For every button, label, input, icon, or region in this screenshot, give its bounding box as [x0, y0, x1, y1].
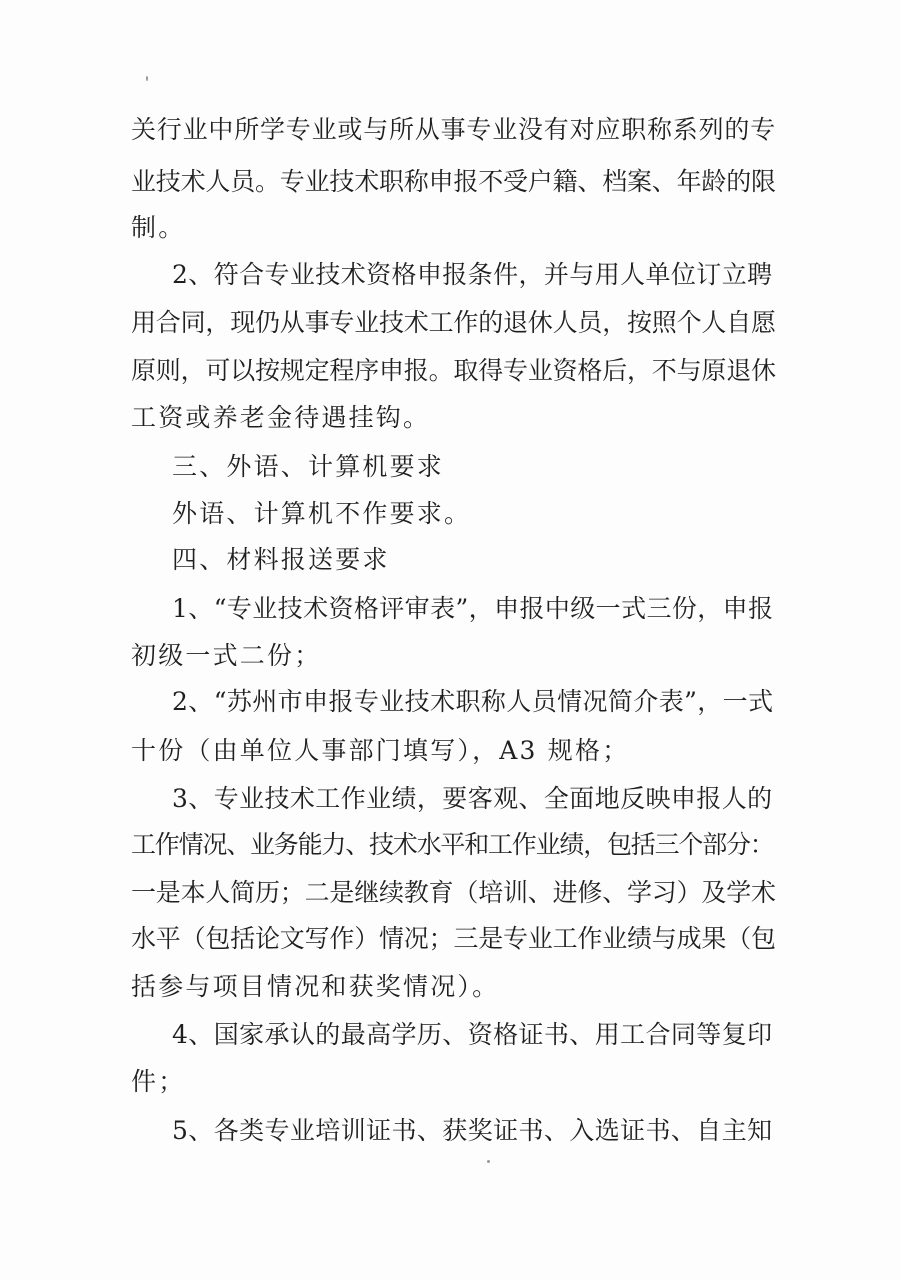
- text-line: 水平（包括论文写作）情况；三是专业工作业绩与成果（包: [131, 924, 776, 953]
- text-line: 工资或养老金待遇挂钩。: [131, 403, 431, 432]
- text-line: 外语、计算机不作要求。: [172, 499, 472, 528]
- text-line: 5、各类专业培训证书、获奖证书、入选证书、自主知: [172, 1116, 773, 1145]
- text-line: 件；: [131, 1067, 186, 1096]
- scan-speck: [487, 1160, 490, 1163]
- scan-speck: [146, 76, 148, 81]
- text-line: 括参与项目情况和获奖情况）。: [131, 972, 500, 1001]
- text-line: 3、专业技术工作业绩，要客观、全面地反映申报人的: [172, 784, 773, 813]
- text-line: 2、符合专业技术资格申报条件，并与用人单位订立聘: [172, 260, 773, 289]
- section-heading: 四、材料报送要求: [172, 545, 390, 574]
- text-line: 4、国家承认的最高学历、资格证书、用工合同等复印: [172, 1020, 773, 1049]
- section-heading: 三、外语、计算机要求: [172, 452, 445, 481]
- text-line: 业技术人员。专业技术职称申报不受户籍、档案、年龄的限: [131, 167, 776, 196]
- text-line: 用合同，现仍从事专业技术工作的退休人员，按照个人自愿: [131, 308, 776, 337]
- text-line: 原则，可以按规定程序申报。取得专业资格后，不与原退休: [131, 356, 776, 385]
- text-line: 2、“苏州市申报专业技术职称人员情况简介表”，一式: [172, 687, 774, 716]
- text-line: 1、“专业技术资格评审表”，申报中级一式三份，申报: [172, 594, 774, 623]
- text-line: 工作情况、业务能力、技术水平和工作业绩，包括三个部分：: [131, 830, 774, 859]
- text-line: 制。: [131, 213, 186, 242]
- text-line: 十份（由单位人事部门填写），A3 规格；: [131, 736, 630, 765]
- text-line: 一是本人简历；二是继续教育（培训、进修、学习）及学术: [131, 878, 776, 907]
- text-line: 关行业中所学专业或与所从事专业没有对应职称系列的专: [131, 115, 777, 144]
- text-line: 初级一式二份；: [131, 641, 322, 670]
